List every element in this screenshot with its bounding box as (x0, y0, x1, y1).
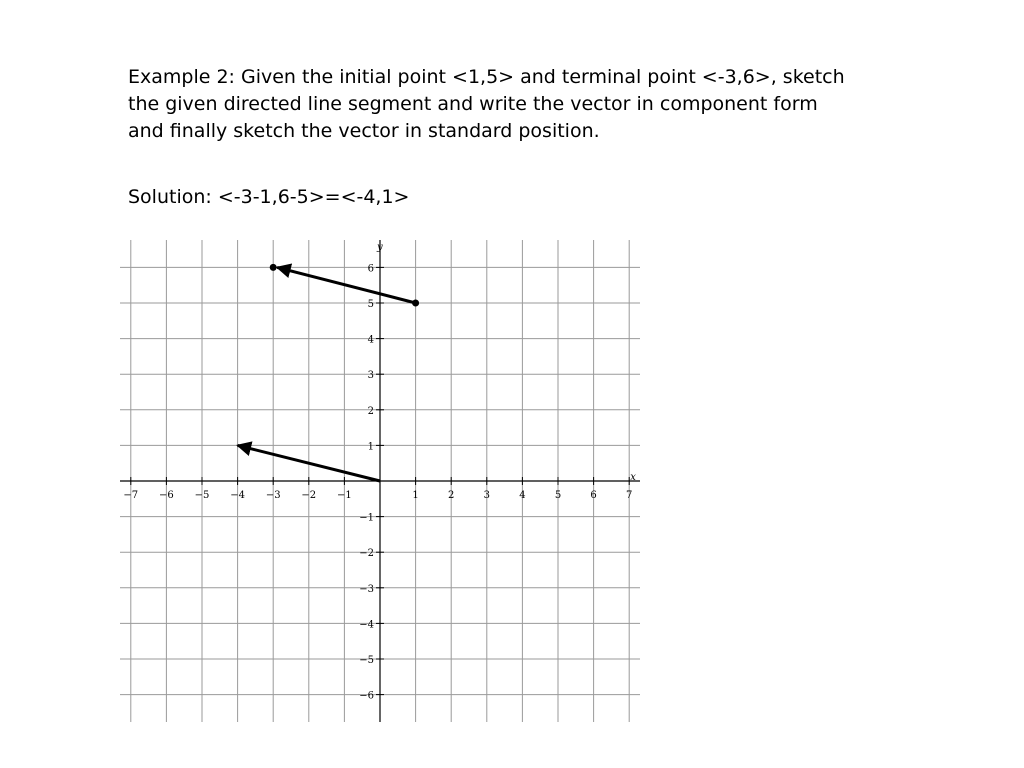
y-tick-label: −5 (359, 655, 374, 666)
y-tick-label: 4 (367, 334, 374, 346)
x-tick-label: −6 (159, 490, 174, 501)
initial-point-dot (412, 300, 419, 307)
directed-segment-vector (277, 267, 415, 303)
y-axis-label: y (377, 242, 383, 253)
x-tick-label: 1 (412, 490, 419, 501)
x-tick-label: −3 (265, 490, 281, 501)
solution-text: Solution: <-3-1,6-5>=<-4,1> (128, 186, 410, 208)
x-tick-label: −7 (123, 490, 139, 501)
x-axis-label: x (630, 472, 636, 483)
y-tick-label: −4 (359, 619, 374, 631)
problem-line-1: Example 2: Given the initial point <1,5> and terminal point <-3,6>, sketch (128, 66, 845, 88)
x-tick-label: −5 (194, 490, 210, 501)
y-tick-label: 6 (367, 263, 374, 275)
y-tick-label: −6 (359, 690, 374, 702)
x-tick-label: −4 (230, 490, 245, 501)
y-tick-label: 1 (367, 441, 374, 453)
y-tick-label: 2 (367, 405, 374, 417)
x-tick-label: 2 (448, 490, 455, 501)
x-tick-label: 6 (590, 490, 597, 501)
y-tick-label: 3 (367, 370, 374, 382)
x-tick-label: 5 (554, 490, 562, 501)
x-tick-label: 4 (519, 490, 526, 501)
y-tick-label: −1 (359, 512, 374, 524)
y-tick-label: 5 (367, 299, 374, 310)
problem-line-2: the given directed line segment and write the vector in component form (128, 93, 818, 115)
x-tick-label: −2 (301, 490, 317, 501)
y-tick-label: −2 (359, 548, 374, 560)
y-tick-label: −3 (359, 583, 374, 595)
terminal-point-dot (270, 264, 277, 271)
problem-line-3: and finally sketch the vector in standard position. (128, 120, 600, 142)
x-tick-label: 7 (626, 490, 633, 501)
x-tick-label: 3 (483, 490, 490, 501)
x-tick-label: −1 (337, 490, 352, 501)
